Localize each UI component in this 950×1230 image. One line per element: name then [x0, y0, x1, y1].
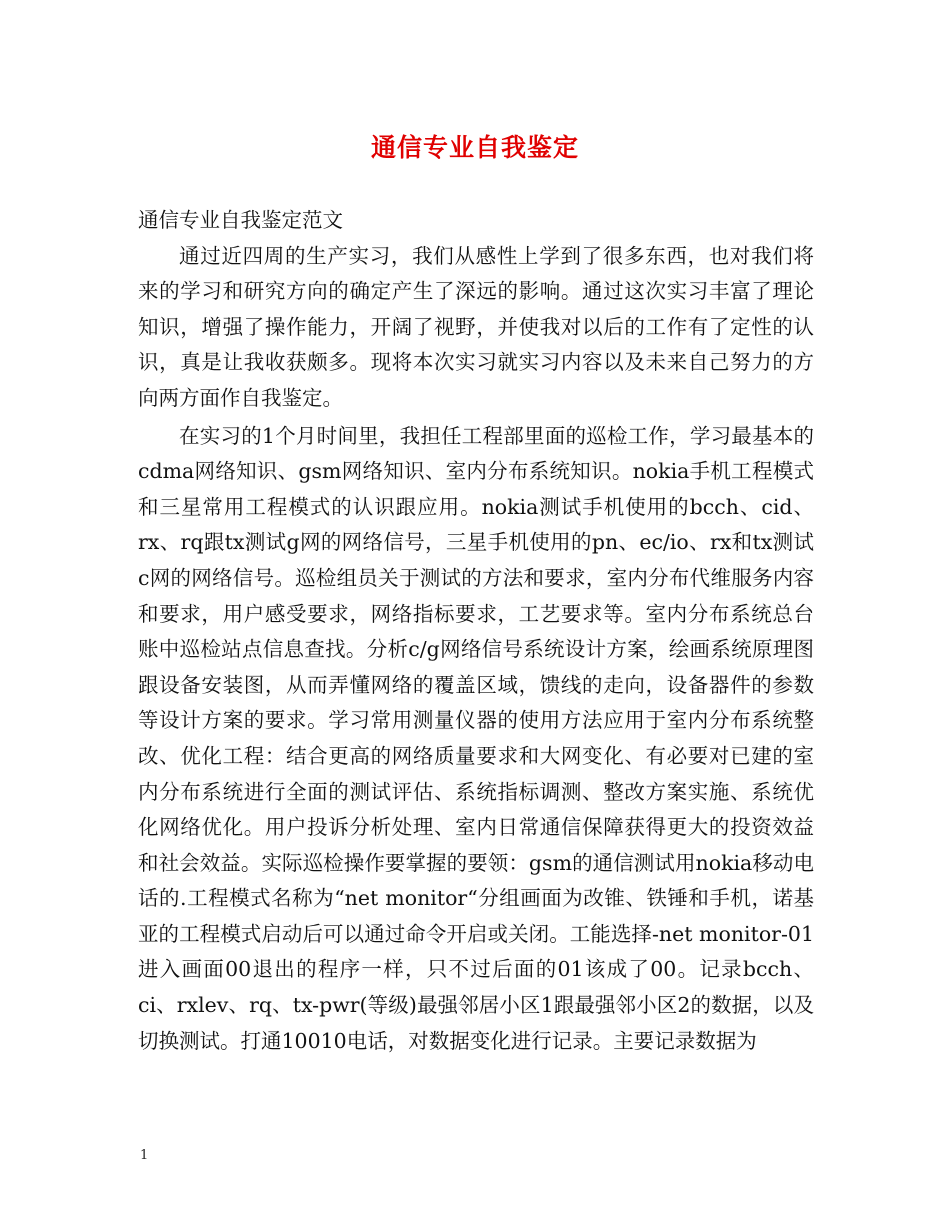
document-title: 通信专业自我鉴定 [370, 133, 579, 162]
paragraph-2: 在实习的1个月时间里，我担任工程部里面的巡检工作，学习最基本的cdma网络知识、gsm网络知识、室内分布系统知识。nokia手机工程模式和三星常用工程模式的认识跟应用。nokia测试手机使用的bcch、cid、rx、rq跟tx测试g网的网络信号，三星手机使用的pn、ec/io、rx和tx测试c网的网络信号。巡检组员关于测试的方法和要求，室内分布代维服务内容和要求，用户感受要求，网络指标要求，工艺要求等。室内分布系统总台账中巡检站点信息查找。分析c/g网络信号系统设计方案，绘画系统原理图跟设备安装图，从而弄懂网络的覆盖区域，馈线的走向，设备器件的参数等设计方案的要求。学习常用测量仪器的使用方法应用于室内分布系统整改、优化工程：结合更高的网络质量要求和大网变化、有必要对已建的室内分布系统进行全面的测试评估、系统指标调测、整改方案实施、系统优化网络优化。用户投诉分析处理、室内日常通信保障获得更大的投资效益和社会效益。实际巡检操作要掌握的要领：gsm的通信测试用nokia移动电话的.工程模式名称为“net monitor“分组画面为改锥、铁锤和手机，诺基亚的工程模式启动后可以通过命令开启或关闭。工能选择-net monitor-01进入画面00退出的程序一样，只不过后面的01该成了00。记录bcch、ci、rxlev、rq、tx-pwr(等级)最强邻居小区1跟最强邻小区2的数据，以及切换测试。打通10010电话，对数据变化进行记录。主要记录数据为 [138, 423, 814, 1053]
paragraph-1: 通过近四周的生产实习，我们从感性上学到了很多东西，也对我们将来的学习和研究方向的确定产生了深远的影响。通过这次实习丰富了理论知识，增强了操作能力，开阔了视野，并使我对以后的工作有了定性的认识，真是让我收获颇多。现将本次实习就实习内容以及未来自己努力的方向两方面作自我鉴定。 [138, 243, 814, 410]
page-number: 1 [140, 1148, 149, 1163]
document-body [138, 203, 814, 1059]
document-subtitle: 通信专业自我鉴定范文 [138, 208, 343, 232]
